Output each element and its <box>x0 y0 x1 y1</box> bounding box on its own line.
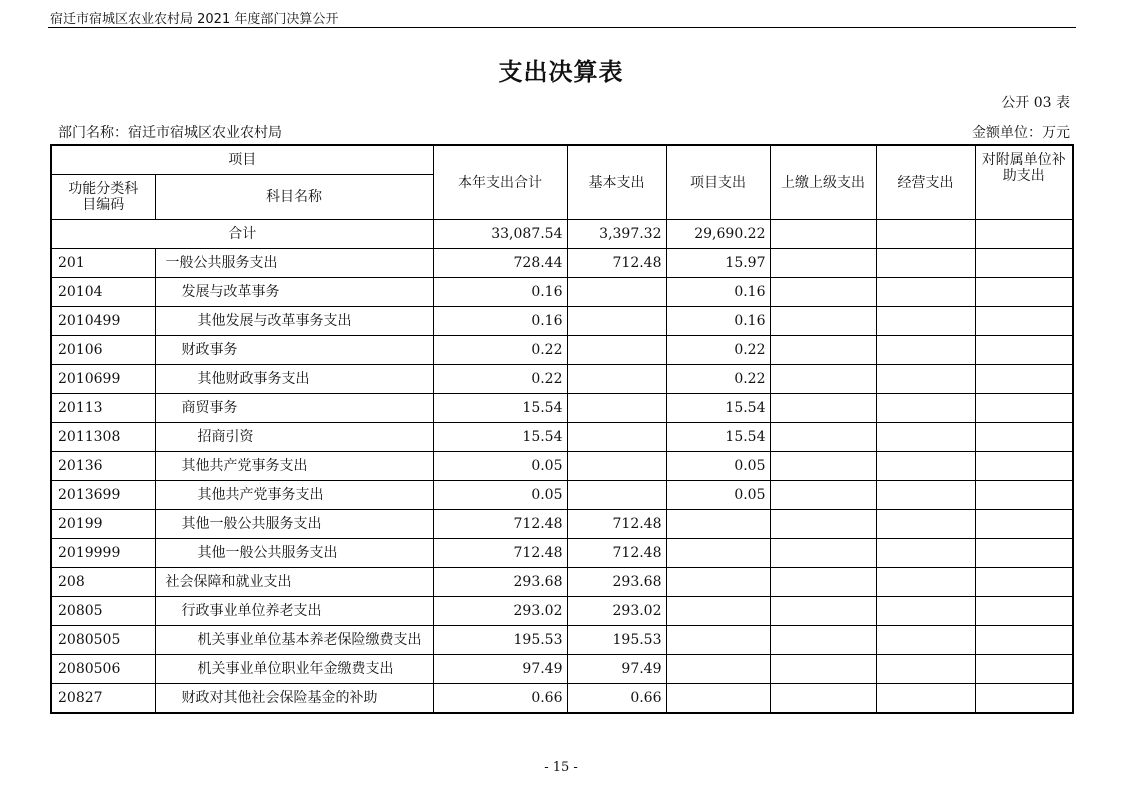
row-project <box>666 597 770 626</box>
row-subsidy <box>975 597 1073 626</box>
row-upper <box>770 539 876 568</box>
total-basic: 3,397.32 <box>567 220 666 249</box>
row-business <box>876 684 975 714</box>
row-total: 728.44 <box>433 249 567 278</box>
row-subject-name: 机关事业单位职业年金缴费支出 <box>155 655 433 684</box>
row-business <box>876 423 975 452</box>
total-subsidy <box>975 220 1073 249</box>
row-basic: 293.02 <box>567 597 666 626</box>
total-label: 合计 <box>51 220 433 249</box>
table-row <box>51 655 1073 684</box>
row-project <box>666 684 770 714</box>
row-code: 20827 <box>51 684 155 714</box>
row-business <box>876 597 975 626</box>
row-subject-name: 行政事业单位养老支出 <box>155 597 433 626</box>
header-basic: 基本支出 <box>567 145 666 220</box>
row-subject-name: 其他共产党事务支出 <box>155 452 433 481</box>
row-project: 0.16 <box>666 307 770 336</box>
row-business <box>876 336 975 365</box>
table-row <box>51 365 1073 394</box>
row-subject-name: 发展与改革事务 <box>155 278 433 307</box>
row-subject-name: 其他共产党事务支出 <box>155 481 433 510</box>
row-upper <box>770 336 876 365</box>
row-subject-name: 其他财政事务支出 <box>155 365 433 394</box>
row-subsidy <box>975 655 1073 684</box>
row-business <box>876 249 975 278</box>
table-row <box>51 568 1073 597</box>
row-basic: 712.48 <box>567 539 666 568</box>
row-subsidy <box>975 568 1073 597</box>
header-upper: 上缴上级支出 <box>770 145 876 220</box>
row-upper <box>770 249 876 278</box>
row-total: 712.48 <box>433 510 567 539</box>
row-project <box>666 626 770 655</box>
page-number: - 15 - <box>544 760 578 775</box>
row-project <box>666 539 770 568</box>
total-project: 29,690.22 <box>666 220 770 249</box>
row-total: 0.16 <box>433 307 567 336</box>
row-upper <box>770 365 876 394</box>
header-project: 项目 <box>51 145 433 175</box>
row-subsidy <box>975 365 1073 394</box>
header-subsidy: 对附属单位补助支出 <box>975 145 1073 220</box>
row-total: 712.48 <box>433 539 567 568</box>
row-subsidy <box>975 394 1073 423</box>
row-basic <box>567 278 666 307</box>
row-business <box>876 655 975 684</box>
row-business <box>876 539 975 568</box>
row-subsidy <box>975 278 1073 307</box>
row-subsidy <box>975 684 1073 714</box>
row-subject-name: 其他发展与改革事务支出 <box>155 307 433 336</box>
row-project: 0.16 <box>666 278 770 307</box>
header-total: 本年支出合计 <box>433 145 567 220</box>
row-code: 2010699 <box>51 365 155 394</box>
department-name: 部门名称：宿迁市宿城区农业农村局 <box>58 125 282 141</box>
row-subsidy <box>975 539 1073 568</box>
row-code: 2013699 <box>51 481 155 510</box>
row-subject-name: 财政事务 <box>155 336 433 365</box>
expenditure-table <box>50 144 1074 714</box>
row-basic: 293.68 <box>567 568 666 597</box>
row-upper <box>770 684 876 714</box>
row-code: 20104 <box>51 278 155 307</box>
row-project: 15.97 <box>666 249 770 278</box>
row-business <box>876 510 975 539</box>
row-code: 2019999 <box>51 539 155 568</box>
row-total: 15.54 <box>433 423 567 452</box>
row-total: 293.02 <box>433 597 567 626</box>
row-basic <box>567 423 666 452</box>
table-row <box>51 539 1073 568</box>
row-basic <box>567 394 666 423</box>
row-project <box>666 568 770 597</box>
row-project: 0.22 <box>666 336 770 365</box>
row-code: 20106 <box>51 336 155 365</box>
table-row <box>51 423 1073 452</box>
form-code: 公开 03 表 <box>1001 95 1070 111</box>
row-business <box>876 307 975 336</box>
row-subject-name: 商贸事务 <box>155 394 433 423</box>
row-business <box>876 481 975 510</box>
table-row <box>51 278 1073 307</box>
row-code: 2080506 <box>51 655 155 684</box>
table-row <box>51 307 1073 336</box>
row-subsidy <box>975 307 1073 336</box>
row-basic: 0.66 <box>567 684 666 714</box>
row-subsidy <box>975 336 1073 365</box>
total-amount: 33,087.54 <box>433 220 567 249</box>
header-func-code: 功能分类科目编码 <box>51 175 155 220</box>
row-total: 195.53 <box>433 626 567 655</box>
header-business: 经营支出 <box>876 145 975 220</box>
row-upper <box>770 278 876 307</box>
row-subject-name: 其他一般公共服务支出 <box>155 510 433 539</box>
row-project: 15.54 <box>666 423 770 452</box>
table-row <box>51 452 1073 481</box>
header-divider <box>48 27 1076 28</box>
row-upper <box>770 307 876 336</box>
row-basic <box>567 481 666 510</box>
row-basic: 712.48 <box>567 510 666 539</box>
total-row <box>51 220 1073 249</box>
row-basic <box>567 365 666 394</box>
row-basic <box>567 452 666 481</box>
table-row <box>51 684 1073 714</box>
row-business <box>876 394 975 423</box>
row-business <box>876 568 975 597</box>
row-code: 201 <box>51 249 155 278</box>
row-subsidy <box>975 249 1073 278</box>
row-subject-name: 机关事业单位基本养老保险缴费支出 <box>155 626 433 655</box>
table-row <box>51 249 1073 278</box>
row-total: 293.68 <box>433 568 567 597</box>
table-row <box>51 336 1073 365</box>
row-basic: 195.53 <box>567 626 666 655</box>
row-code: 208 <box>51 568 155 597</box>
row-code: 2010499 <box>51 307 155 336</box>
table-row <box>51 626 1073 655</box>
row-subsidy <box>975 510 1073 539</box>
total-business <box>876 220 975 249</box>
row-upper <box>770 597 876 626</box>
row-project: 0.22 <box>666 365 770 394</box>
row-code: 2011308 <box>51 423 155 452</box>
row-subject-name: 一般公共服务支出 <box>155 249 433 278</box>
row-subsidy <box>975 423 1073 452</box>
row-basic: 712.48 <box>567 249 666 278</box>
row-project <box>666 510 770 539</box>
row-code: 20136 <box>51 452 155 481</box>
row-project: 0.05 <box>666 452 770 481</box>
row-code: 2080505 <box>51 626 155 655</box>
row-subject-name: 其他一般公共服务支出 <box>155 539 433 568</box>
row-business <box>876 452 975 481</box>
row-code: 20805 <box>51 597 155 626</box>
row-total: 0.05 <box>433 452 567 481</box>
row-basic: 97.49 <box>567 655 666 684</box>
row-basic <box>567 336 666 365</box>
row-total: 0.16 <box>433 278 567 307</box>
row-upper <box>770 510 876 539</box>
row-upper <box>770 423 876 452</box>
row-business <box>876 626 975 655</box>
table-row <box>51 481 1073 510</box>
row-total: 97.49 <box>433 655 567 684</box>
row-total: 0.66 <box>433 684 567 714</box>
row-subsidy <box>975 481 1073 510</box>
header-subject-name: 科目名称 <box>155 175 433 220</box>
running-header: 宿迁市宿城区农业农村局 2021 年度部门决算公开 <box>50 12 339 27</box>
row-subject-name: 社会保障和就业支出 <box>155 568 433 597</box>
row-total: 0.22 <box>433 336 567 365</box>
row-subject-name: 财政对其他社会保险基金的补助 <box>155 684 433 714</box>
row-subsidy <box>975 452 1073 481</box>
table-row <box>51 510 1073 539</box>
row-project: 0.05 <box>666 481 770 510</box>
table-row <box>51 394 1073 423</box>
row-total: 15.54 <box>433 394 567 423</box>
row-basic <box>567 307 666 336</box>
table-row <box>51 597 1073 626</box>
row-subsidy <box>975 626 1073 655</box>
row-project <box>666 655 770 684</box>
amount-unit: 金额单位：万元 <box>972 125 1070 141</box>
row-upper <box>770 481 876 510</box>
page-title: 支出决算表 <box>498 58 624 86</box>
row-code: 20199 <box>51 510 155 539</box>
row-upper <box>770 655 876 684</box>
total-upper <box>770 220 876 249</box>
row-total: 0.22 <box>433 365 567 394</box>
row-business <box>876 278 975 307</box>
row-code: 20113 <box>51 394 155 423</box>
row-upper <box>770 626 876 655</box>
row-upper <box>770 394 876 423</box>
row-upper <box>770 452 876 481</box>
row-business <box>876 365 975 394</box>
row-total: 0.05 <box>433 481 567 510</box>
row-upper <box>770 568 876 597</box>
header-project-expense: 项目支出 <box>666 145 770 220</box>
row-subject-name: 招商引资 <box>155 423 433 452</box>
row-project: 15.54 <box>666 394 770 423</box>
